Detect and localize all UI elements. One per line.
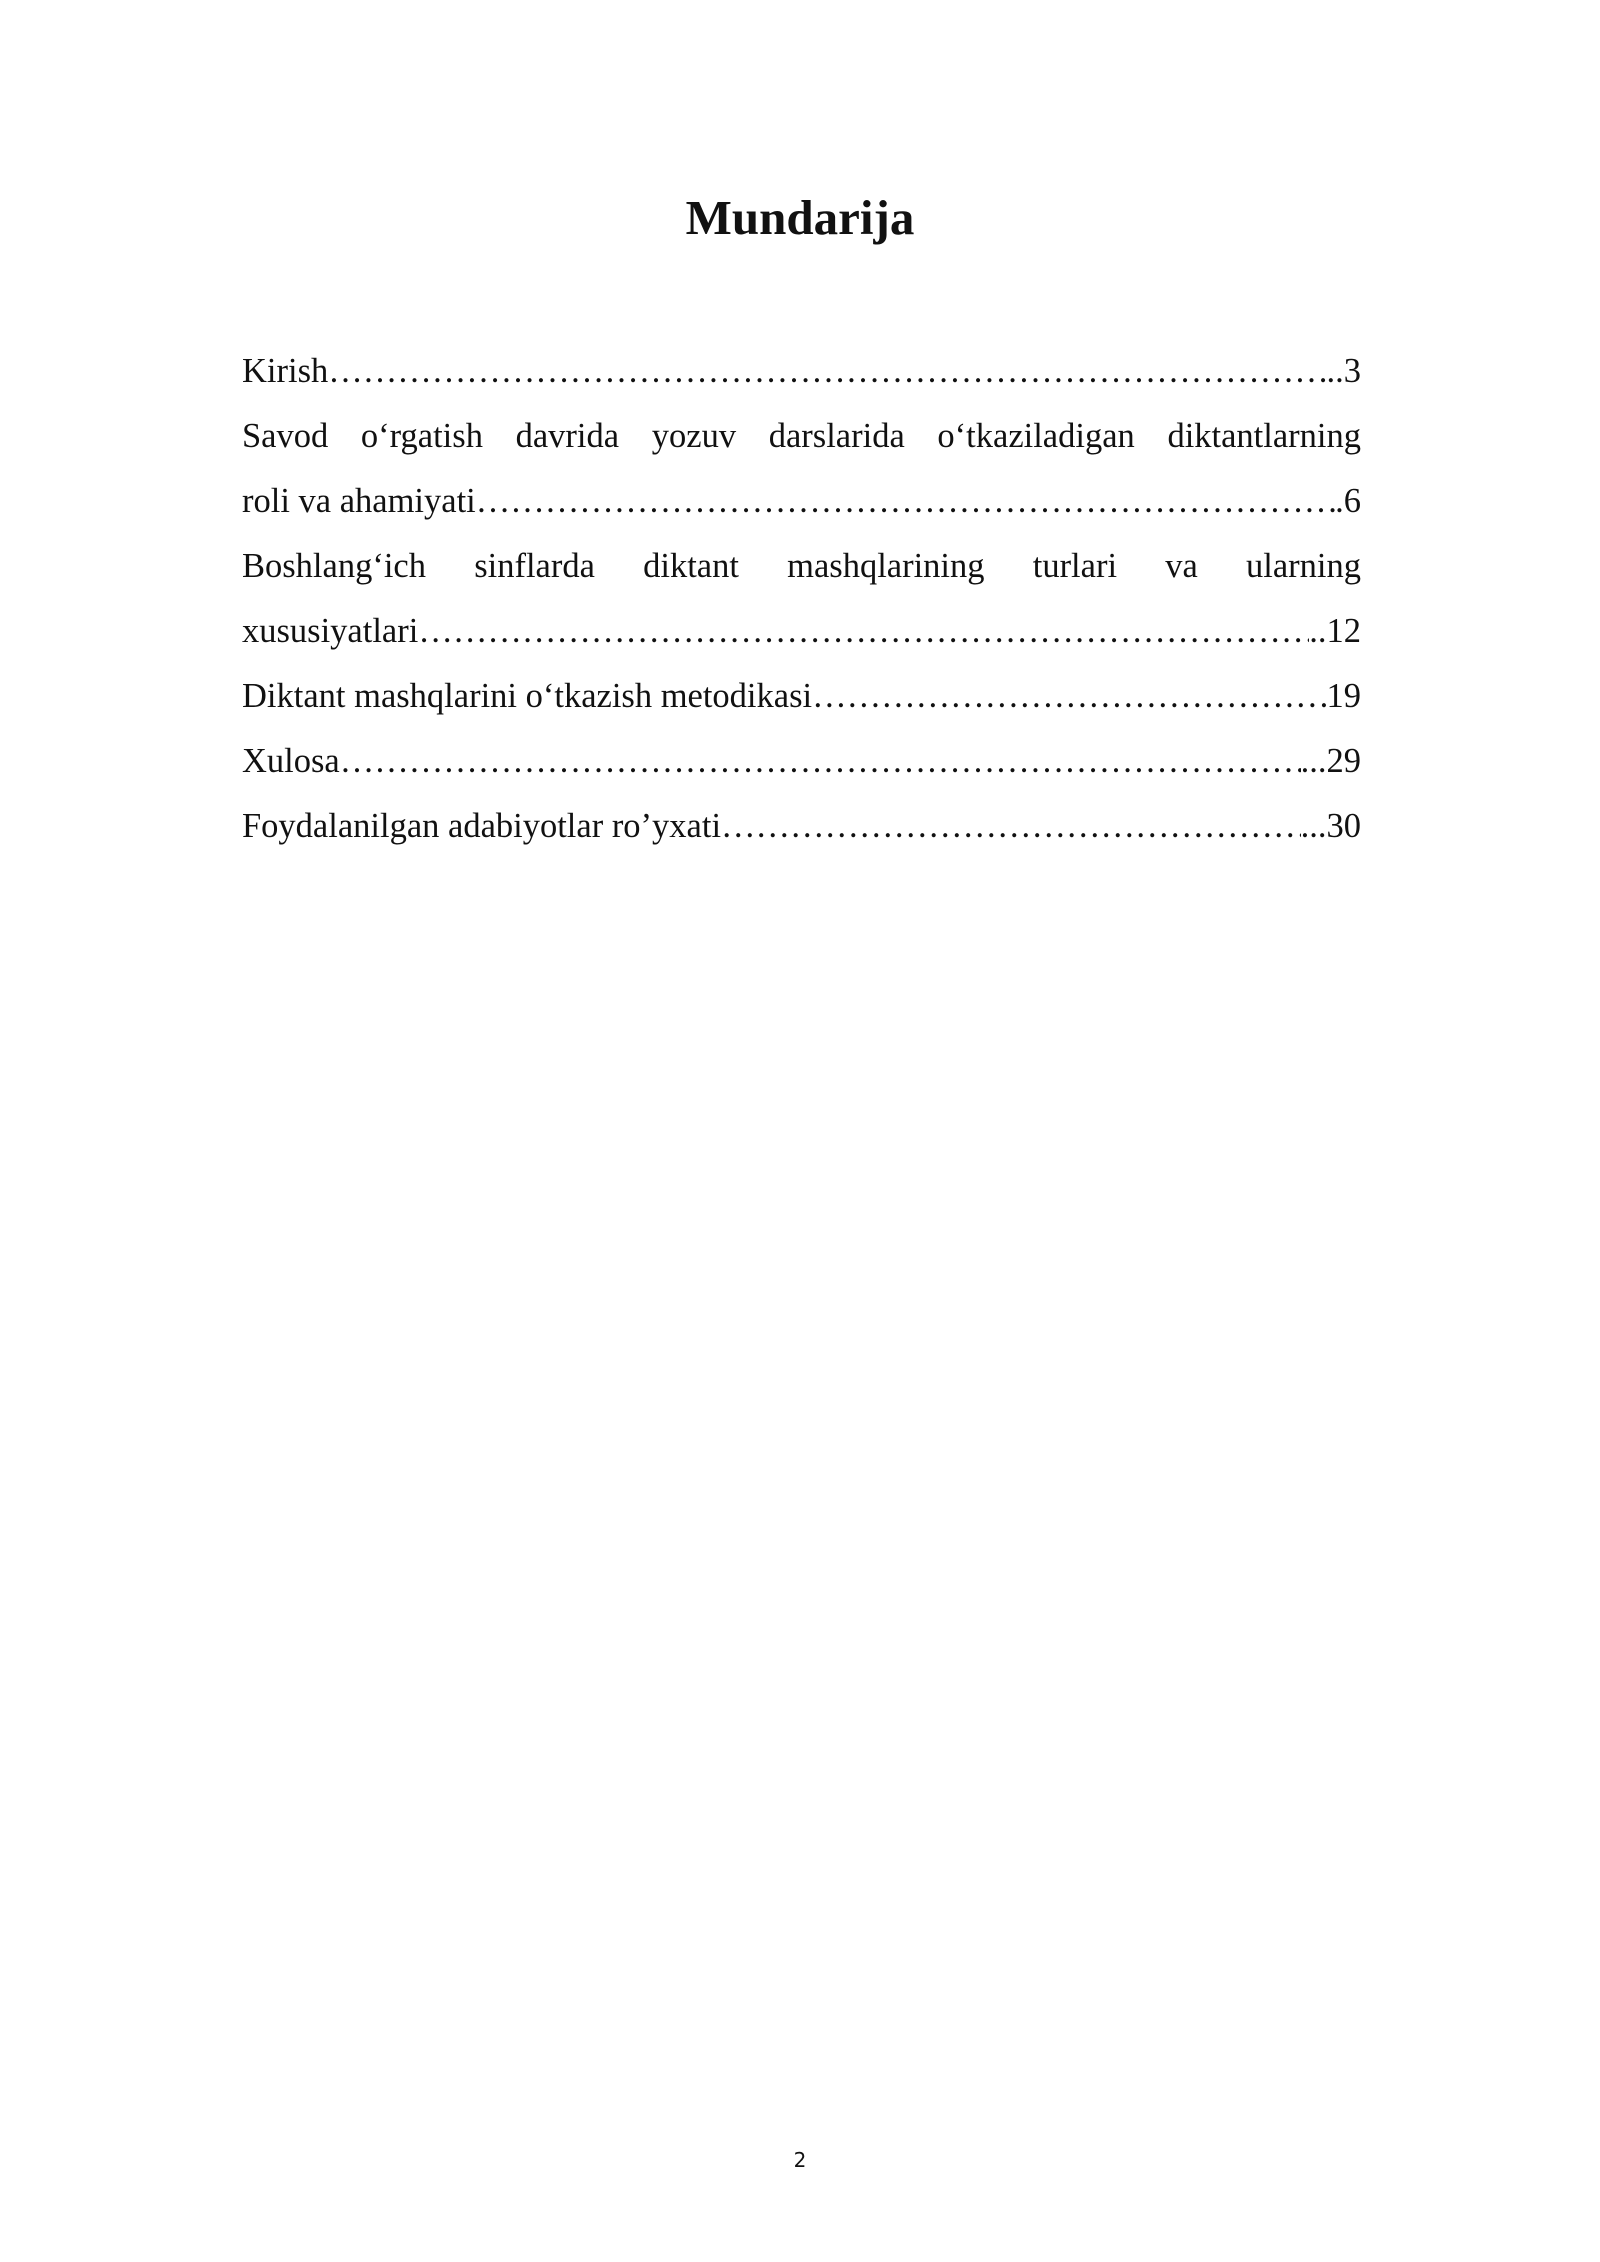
dot-leader xyxy=(812,664,1326,729)
toc-entry-label: Xulosa xyxy=(242,742,340,780)
toc-entry-xususiyatlari[interactable] xyxy=(242,599,1361,664)
toc-entry-kirish[interactable] xyxy=(242,339,1361,404)
page-title: Mundarija xyxy=(685,190,915,245)
toc-page-number: ...30 xyxy=(1300,807,1361,845)
toc-entry-xulosa[interactable] xyxy=(242,729,1361,794)
toc-entry-label: Diktant mashqlarini o‘tkazish metodikasi xyxy=(242,677,813,715)
toc-page-number: 19 xyxy=(1326,677,1361,715)
toc-entry-adabiyotlar[interactable] xyxy=(242,794,1361,859)
toc-entry-label: roli va ahamiyati xyxy=(242,482,476,520)
toc-entry-line[interactable]: Boshlang‘ich sinflarda diktant mashqlarining turlari va ularning xyxy=(242,547,1361,585)
toc-entry-metodikasi[interactable] xyxy=(242,664,1361,729)
dot-leader xyxy=(476,469,1335,534)
toc-page-number: ..12 xyxy=(1309,612,1361,650)
toc-entry-label: Foydalanilgan adabiyotlar ro’yxati xyxy=(242,807,722,845)
page-number: 2 xyxy=(793,2148,807,2172)
toc-page-number: ..3 xyxy=(1326,352,1361,390)
toc-page-number: .6 xyxy=(1335,482,1361,520)
toc-entry-line[interactable]: Savod o‘rgatish davrida yozuv darslarida o‘tkaziladigan diktantlarning xyxy=(242,417,1361,455)
dot-leader xyxy=(340,729,1301,794)
dot-leader xyxy=(721,794,1301,859)
table-of-contents xyxy=(242,339,1361,859)
toc-entry-label: xususiyatlari xyxy=(242,612,419,650)
toc-entry-roli-va-ahamiyati[interactable] xyxy=(242,469,1361,534)
dot-leader xyxy=(328,339,1326,404)
toc-page-number: ...29 xyxy=(1300,742,1361,780)
toc-entry-label: Kirish xyxy=(242,352,329,390)
dot-leader xyxy=(418,599,1309,664)
